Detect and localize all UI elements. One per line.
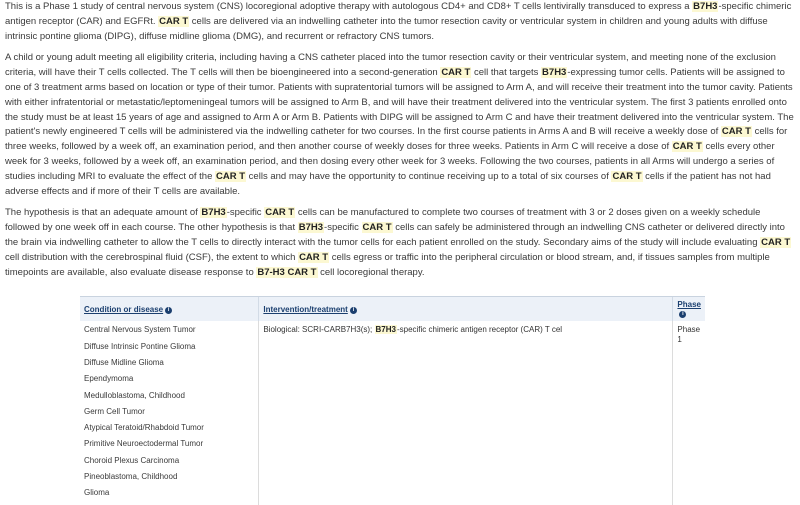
condition-item: Diffuse Intrinsic Pontine Glioma: [84, 341, 196, 351]
description-paragraph: [5, 51, 794, 199]
phase-cell: Phase 1: [673, 321, 705, 504]
condition-item: Ependymoma: [84, 374, 134, 384]
text-segment: -specific chimeric antigen receptor (CAR) T cel: [396, 325, 563, 335]
condition-item: Diffuse Midline Glioma: [84, 357, 164, 367]
highlighted-term: B7H3: [542, 67, 567, 79]
text-segment: The hypothesis is that an adequate amount of: [5, 207, 201, 219]
highlighted-term: B7-H3 CAR T: [257, 266, 317, 278]
info-icon[interactable]: i: [679, 311, 686, 318]
highlighted-term: CAR T: [159, 15, 189, 27]
text-segment: -specific: [324, 222, 362, 234]
condition-item: Medulloblastoma, Childhood: [84, 390, 185, 400]
text-segment: This is a Phase 1 study of central nervous system (CNS) locoregional adoptive therapy with autologous CD4+ and CD8+ T cells lentivirally transduced to express a: [5, 1, 693, 12]
text-segment: -specific: [226, 207, 265, 219]
condition-header-label[interactable]: Condition or disease: [84, 304, 164, 314]
highlighted-term: CAR T: [299, 251, 329, 263]
intervention-header-label[interactable]: Intervention/treatment: [263, 304, 348, 314]
text-segment: cell that targets: [471, 67, 542, 79]
phase-header[interactable]: [673, 297, 705, 322]
condition-item: Choroid Plexus Carcinoma: [84, 455, 180, 465]
highlighted-term: CAR T: [441, 67, 471, 79]
text-segment: Biological: SCRI-CARB7H3(s);: [263, 325, 375, 335]
condition-item: Glioma: [84, 488, 110, 498]
intervention-header[interactable]: [259, 297, 673, 322]
highlighted-term: CAR T: [362, 222, 392, 234]
highlighted-term: CAR T: [265, 207, 295, 219]
highlighted-term: CAR T: [761, 236, 791, 248]
text-segment: A child or young adult meeting all eligibility criteria, including having a CNS catheter placed into the tumor resection cavity or their ventricular system, and meeting none of the exclusion criteria, will have their T cells collected. The T cells will then be bioengineered into a second-generation: [5, 52, 776, 79]
info-icon[interactable]: i: [165, 307, 172, 314]
text-segment: cells egress or traffic into the peripheral circulation or blood stream, and, if tissues samples from multiple timepoints are available, also evaluate disease response to: [5, 251, 770, 278]
text-segment: -specific chimeric antigen receptor (CAR) and EGFRt.: [5, 1, 792, 27]
text-segment: cell locoregional therapy.: [317, 266, 425, 278]
phase-header-label[interactable]: Phase: [677, 300, 701, 310]
highlighted-term: CAR T: [216, 170, 246, 182]
description-paragraph: [5, 0, 794, 44]
text-segment: cells can be manufactured to complete two courses of treatment with 3 or 2 doses given on a weekly schedule followed by one week off in each course. The other hypothesis is that: [5, 207, 761, 234]
highlighted-term: CAR T: [612, 170, 642, 182]
text-segment: cells can safely be administered through an indwelling CNS catheter or delivered directly into the brain via indwelling catheter to allow the T cells to directly interact with the tumor cells for each patient enrolled on the study. Secondary aims of the study will include evaluating: [5, 222, 785, 248]
text-segment: cell distribution with the cerebrospinal fluid (CSF), the extent to which: [5, 251, 299, 263]
text-segment: cells are delivered via an indwelling catheter into the tumor resection cavity or ventricular system in children and young adults with diffuse intrinsic pontine glioma (DIPG), diffuse midline glioma (DMG), and recurrent or refractory CNS tumors.: [5, 15, 768, 42]
condition-header[interactable]: [80, 297, 259, 322]
text-segment: cells if the patient has not had adverse effects and if more of their T cells are available.: [5, 170, 771, 197]
text-segment: cells and may have the opportunity to continue receiving up to a total of six courses of: [246, 170, 612, 182]
info-icon[interactable]: i: [350, 307, 357, 314]
highlighted-term: CAR T: [721, 126, 751, 138]
table-row: [80, 321, 705, 504]
highlighted-term: B7H3: [298, 222, 324, 234]
text-segment: cells for three weeks, followed by a week off, an examination period, and then another course of weekly doses for three weeks. Patients in Arm C will receive a dose of: [5, 126, 788, 153]
highlighted-term: B7H3: [693, 1, 718, 12]
intervention-cell: [259, 321, 673, 504]
text-segment: cells every other week for 3 weeks, followed by a week off, an examination period, and then dosing every other week for 3 weeks. Following the two courses, patients in all Arms will undergo a series of studies including MRI to evaluate the effect of the: [5, 141, 775, 182]
condition-item: Pineoblastoma, Childhood: [84, 472, 178, 482]
condition-item: Primitive Neuroectodermal Tumor: [84, 439, 204, 449]
description-paragraph: [5, 206, 794, 280]
highlighted-term: B7H3: [375, 325, 396, 335]
text-segment: -expressing tumor cells. Patients will be assigned to one of 3 treatment arms based on location or type of their tumor. Patients with supratentorial tumors will be assigned to Arm A, and will receive their treatment into the tumor cavity. Patients with either infratentorial or metastatic/leptomeningeal tumors will be assigned to Arm B, and will have their treatment delivered into the ventricular system. The first 3 patients enrolled onto the study must be at least 15 years of age and assigned to Arm A or Arm B. Patients with DIPG will be assigned to Arm C and have their treatment delivered into the ventricular system. The patient's newly engineered T cells will be administered via the indwelling catheter for two courses. In the first course patients in Arms A and B will receive a weekly dose of: [5, 67, 794, 138]
condition-item: Atypical Teratoid/Rhabdoid Tumor: [84, 423, 204, 433]
condition-list: [84, 325, 254, 504]
condition-item: Germ Cell Tumor: [84, 406, 145, 416]
conditions-table: [80, 296, 705, 504]
condition-cell: [80, 321, 259, 504]
highlighted-term: B7H3: [201, 207, 226, 219]
highlighted-term: CAR T: [672, 141, 702, 153]
condition-item: Central Nervous System Tumor: [84, 325, 196, 335]
